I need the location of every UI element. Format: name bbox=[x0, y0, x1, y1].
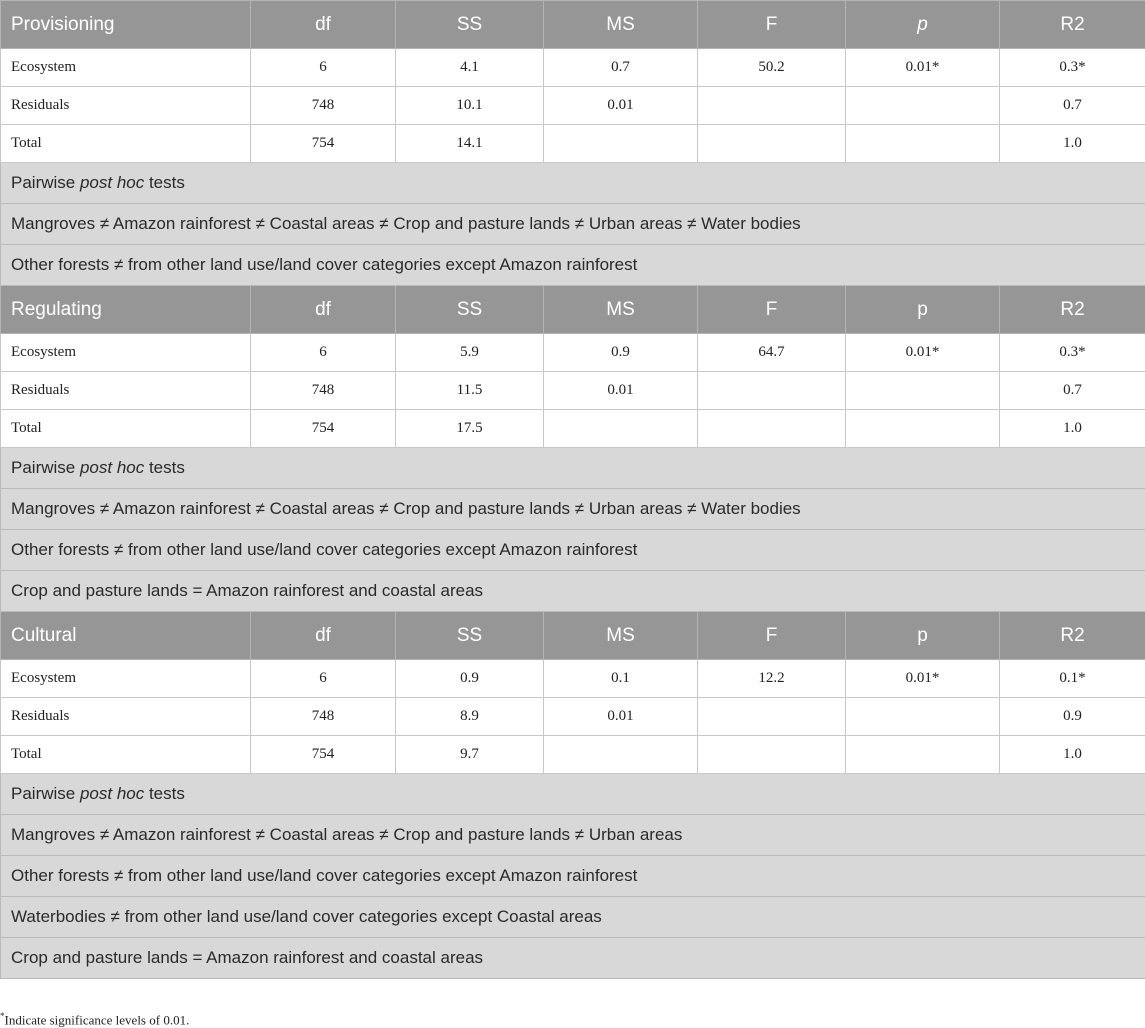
table-cell: 8.9 bbox=[396, 698, 544, 736]
posthoc-title-pre: Pairwise bbox=[11, 784, 80, 803]
row-label: Ecosystem bbox=[1, 334, 251, 372]
table-cell: 1.0 bbox=[1000, 736, 1145, 774]
table-row bbox=[1, 698, 1145, 736]
posthoc-title bbox=[1, 163, 1145, 204]
regulating-col-f: F bbox=[698, 286, 846, 334]
regulating-col-ss: SS bbox=[396, 286, 544, 334]
table-row bbox=[1, 736, 1145, 774]
posthoc-title-pre: Pairwise bbox=[11, 458, 80, 477]
posthoc-title-row bbox=[1, 774, 1145, 815]
posthoc-note: Other forests ≠ from other land use/land cover categories except Amazon rainforest bbox=[1, 245, 1145, 286]
cultural-col-r2: R2 bbox=[1000, 612, 1145, 660]
table-cell: 11.5 bbox=[396, 372, 544, 410]
posthoc-note-row bbox=[1, 530, 1145, 571]
cultural-col-df: df bbox=[251, 612, 396, 660]
table-cell: 0.1* bbox=[1000, 660, 1145, 698]
table-cell: 0.9 bbox=[1000, 698, 1145, 736]
provisioning-col-r2: R2 bbox=[1000, 1, 1145, 49]
table-cell bbox=[544, 410, 698, 448]
posthoc-note-row bbox=[1, 856, 1145, 897]
table-cell: 6 bbox=[251, 660, 396, 698]
provisioning-col-df: df bbox=[251, 1, 396, 49]
table-cell: 754 bbox=[251, 125, 396, 163]
table-cell: 0.01* bbox=[846, 334, 1000, 372]
table-cell bbox=[698, 125, 846, 163]
posthoc-note: Crop and pasture lands = Amazon rainforest and coastal areas bbox=[1, 938, 1145, 979]
row-label: Total bbox=[1, 736, 251, 774]
cultural-col-ms: MS bbox=[544, 612, 698, 660]
table-cell: 0.01 bbox=[544, 698, 698, 736]
table-cell: 748 bbox=[251, 372, 396, 410]
table-cell bbox=[846, 372, 1000, 410]
table-cell: 1.0 bbox=[1000, 125, 1145, 163]
table-cell: 12.2 bbox=[698, 660, 846, 698]
row-label: Residuals bbox=[1, 87, 251, 125]
table-cell: 5.9 bbox=[396, 334, 544, 372]
cultural-header-row bbox=[1, 612, 1145, 660]
posthoc-note: Other forests ≠ from other land use/land cover categories except Amazon rainforest bbox=[1, 530, 1145, 571]
table-cell: 0.01* bbox=[846, 49, 1000, 87]
table-cell: 10.1 bbox=[396, 87, 544, 125]
row-label: Total bbox=[1, 410, 251, 448]
table-row bbox=[1, 87, 1145, 125]
table-cell: 748 bbox=[251, 87, 396, 125]
table-cell: 0.7 bbox=[1000, 372, 1145, 410]
table-cell bbox=[544, 736, 698, 774]
regulating-col-df: df bbox=[251, 286, 396, 334]
provisioning-col-ss: SS bbox=[396, 1, 544, 49]
posthoc-note-row bbox=[1, 571, 1145, 612]
regulating-header-row bbox=[1, 286, 1145, 334]
table-cell: 6 bbox=[251, 334, 396, 372]
table-cell: 50.2 bbox=[698, 49, 846, 87]
posthoc-title-row bbox=[1, 448, 1145, 489]
regulating-col-p: p bbox=[846, 286, 1000, 334]
posthoc-note: Mangroves ≠ Amazon rainforest ≠ Coastal areas ≠ Crop and pasture lands ≠ Urban areas bbox=[1, 815, 1145, 856]
table-cell bbox=[846, 698, 1000, 736]
posthoc-title-em: post hoc bbox=[79, 173, 145, 192]
provisioning-col-f: F bbox=[698, 1, 846, 49]
provisioning-section-title: Provisioning bbox=[1, 1, 251, 49]
table-cell: 748 bbox=[251, 698, 396, 736]
table-row bbox=[1, 334, 1145, 372]
table-cell: 1.0 bbox=[1000, 410, 1145, 448]
table-row bbox=[1, 410, 1145, 448]
posthoc-title bbox=[1, 774, 1145, 815]
table-cell bbox=[846, 736, 1000, 774]
provisioning-col-ms: MS bbox=[544, 1, 698, 49]
posthoc-title-row bbox=[1, 163, 1145, 204]
table-cell: 0.1 bbox=[544, 660, 698, 698]
table-cell bbox=[698, 736, 846, 774]
posthoc-note: Waterbodies ≠ from other land use/land cover categories except Coastal areas bbox=[1, 897, 1145, 938]
posthoc-title-post: tests bbox=[144, 173, 185, 192]
table-cell: 754 bbox=[251, 410, 396, 448]
cultural-col-ss: SS bbox=[396, 612, 544, 660]
table-cell bbox=[698, 698, 846, 736]
row-label: Residuals bbox=[1, 698, 251, 736]
posthoc-note: Other forests ≠ from other land use/land cover categories except Amazon rainforest bbox=[1, 856, 1145, 897]
cultural-col-p: p bbox=[846, 612, 1000, 660]
posthoc-note: Mangroves ≠ Amazon rainforest ≠ Coastal areas ≠ Crop and pasture lands ≠ Urban areas ≠ Water bodies bbox=[1, 204, 1145, 245]
posthoc-note-row bbox=[1, 245, 1145, 286]
table-row bbox=[1, 372, 1145, 410]
footnote bbox=[0, 1011, 189, 1028]
table-cell: 0.9 bbox=[396, 660, 544, 698]
posthoc-note-row bbox=[1, 204, 1145, 245]
table-row bbox=[1, 125, 1145, 163]
regulating-col-ms: MS bbox=[544, 286, 698, 334]
posthoc-title bbox=[1, 448, 1145, 489]
regulating-col-r2: R2 bbox=[1000, 286, 1145, 334]
posthoc-note-row bbox=[1, 938, 1145, 979]
table-cell bbox=[846, 87, 1000, 125]
row-label: Ecosystem bbox=[1, 49, 251, 87]
table-cell bbox=[698, 372, 846, 410]
provisioning-col-p: p bbox=[846, 1, 1000, 49]
posthoc-title-post: tests bbox=[144, 784, 185, 803]
table-cell bbox=[698, 410, 846, 448]
table-cell bbox=[698, 87, 846, 125]
posthoc-note: Mangroves ≠ Amazon rainforest ≠ Coastal areas ≠ Crop and pasture lands ≠ Urban areas ≠ Water bodies bbox=[1, 489, 1145, 530]
table-cell: 64.7 bbox=[698, 334, 846, 372]
table-cell: 0.3* bbox=[1000, 49, 1145, 87]
posthoc-note-row bbox=[1, 489, 1145, 530]
posthoc-note: Crop and pasture lands = Amazon rainforest and coastal areas bbox=[1, 571, 1145, 612]
row-label: Ecosystem bbox=[1, 660, 251, 698]
footnote-text: Indicate significance levels of 0.01. bbox=[4, 1012, 190, 1028]
table-cell bbox=[846, 125, 1000, 163]
table-cell: 0.01 bbox=[544, 87, 698, 125]
table-cell bbox=[846, 410, 1000, 448]
table-cell: 14.1 bbox=[396, 125, 544, 163]
posthoc-title-post: tests bbox=[144, 458, 185, 477]
table-row bbox=[1, 660, 1145, 698]
regulating-section-title: Regulating bbox=[1, 286, 251, 334]
table-cell: 4.1 bbox=[396, 49, 544, 87]
cultural-col-f: F bbox=[698, 612, 846, 660]
table-cell: 754 bbox=[251, 736, 396, 774]
footnote-mark: * bbox=[0, 1011, 5, 1021]
table-cell: 6 bbox=[251, 49, 396, 87]
table-cell: 0.7 bbox=[1000, 87, 1145, 125]
table-cell: 0.3* bbox=[1000, 334, 1145, 372]
table-cell: 0.01 bbox=[544, 372, 698, 410]
table-cell: 17.5 bbox=[396, 410, 544, 448]
table-cell: 0.01* bbox=[846, 660, 1000, 698]
cultural-section-title: Cultural bbox=[1, 612, 251, 660]
table-cell: 0.9 bbox=[544, 334, 698, 372]
table-cell: 9.7 bbox=[396, 736, 544, 774]
posthoc-title-em: post hoc bbox=[79, 784, 145, 803]
table-row bbox=[1, 49, 1145, 87]
posthoc-title-pre: Pairwise bbox=[11, 173, 80, 192]
posthoc-note-row bbox=[1, 897, 1145, 938]
posthoc-note-row bbox=[1, 815, 1145, 856]
posthoc-title-em: post hoc bbox=[79, 458, 145, 477]
provisioning-header-row bbox=[1, 1, 1145, 49]
row-label: Total bbox=[1, 125, 251, 163]
table-cell bbox=[544, 125, 698, 163]
table-cell: 0.7 bbox=[544, 49, 698, 87]
row-label: Residuals bbox=[1, 372, 251, 410]
